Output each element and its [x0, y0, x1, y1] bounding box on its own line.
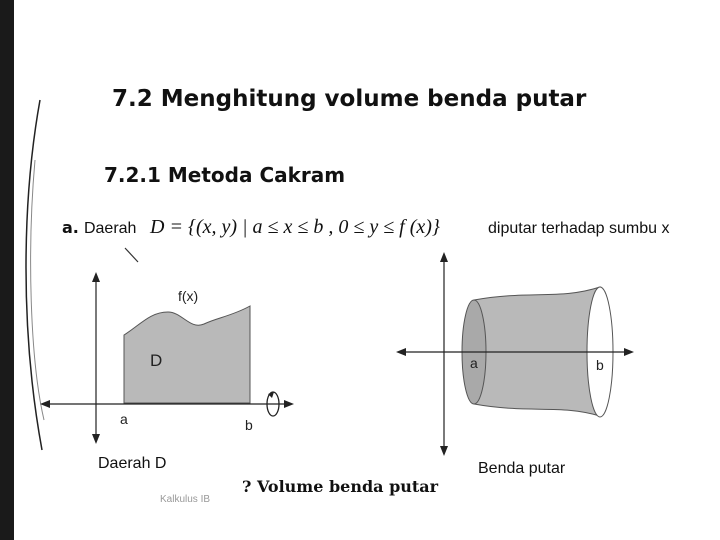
section-subtitle: 7.2.1 Metoda Cakram [104, 163, 346, 187]
slide-title: 7.2 Menghitung volume benda putar [112, 86, 587, 112]
footer-course: Kalkulus IB [160, 494, 211, 505]
b-label-right: b [596, 357, 604, 373]
x-axis-right-arrow-right [624, 348, 634, 356]
curve-label: f(x) [178, 288, 199, 304]
a-label-left: a [120, 411, 128, 427]
region-label: D [150, 351, 163, 370]
y-axis-right-arrow-up [440, 252, 448, 262]
item-text: Daerah [83, 220, 137, 237]
b-label-left: b [245, 417, 253, 433]
y-axis-right-arrow-down [440, 446, 448, 456]
a-label-right: a [470, 355, 478, 371]
right-caption: Benda putar [478, 460, 566, 477]
x-axis-right-arrow-left [396, 348, 406, 356]
region-formula: D = {(x, y) | a ≤ x ≤ b , 0 ≤ y ≤ f (x)} [150, 216, 440, 238]
volume-question: ? Volume benda putar [242, 477, 439, 496]
item-marker: a. [62, 218, 79, 237]
left-caption: Daerah D [98, 455, 167, 472]
formula-tail-text: diputar terhadap sumbu x [488, 220, 670, 237]
